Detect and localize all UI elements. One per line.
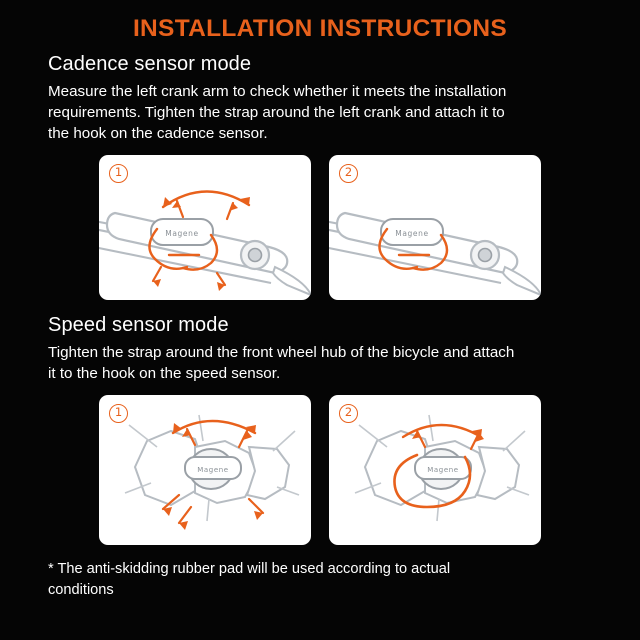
page-title: INSTALLATION INSTRUCTIONS [132, 15, 508, 42]
wheel-hub-illustration [99, 395, 311, 545]
section-speed [46, 314, 594, 545]
svg-text:Magene: Magene [427, 465, 459, 474]
figure-row-cadence [46, 155, 594, 300]
figure-cadence-step-2 [329, 155, 541, 300]
crank-arm-illustration [99, 155, 311, 300]
figure-speed-step-2 [329, 395, 541, 545]
svg-text:Magene: Magene [197, 465, 229, 474]
section-body-cadence: Measure the left crank arm to check whether it meets the installation requirements. Tighten the strap around the left crank and attach it to the hook on the cadence sensor. [48, 82, 507, 142]
figure-cadence-step-1 [99, 155, 311, 300]
section-body-speed: Tighten the strap around the front wheel hub of the bicycle and attach it to the hook on the speed sensor. [48, 343, 515, 382]
svg-text:Magene: Magene [165, 228, 199, 238]
crank-arm-illustration-installed [329, 155, 541, 300]
svg-text:Magene: Magene [395, 228, 429, 238]
step-badge: 2 [339, 164, 358, 183]
wheel-hub-illustration-installed [329, 395, 541, 545]
step-badge: 1 [109, 164, 128, 183]
footnote: * The anti-skidding rubber pad will be used according to actual conditions [48, 560, 451, 598]
section-heading-cadence: Cadence sensor mode [48, 52, 252, 75]
step-badge: 1 [109, 404, 128, 423]
figure-row-speed [46, 395, 594, 545]
section-cadence [46, 53, 594, 300]
step-badge: 2 [339, 404, 358, 423]
section-heading-speed: Speed sensor mode [48, 313, 229, 336]
figure-speed-step-1 [99, 395, 311, 545]
